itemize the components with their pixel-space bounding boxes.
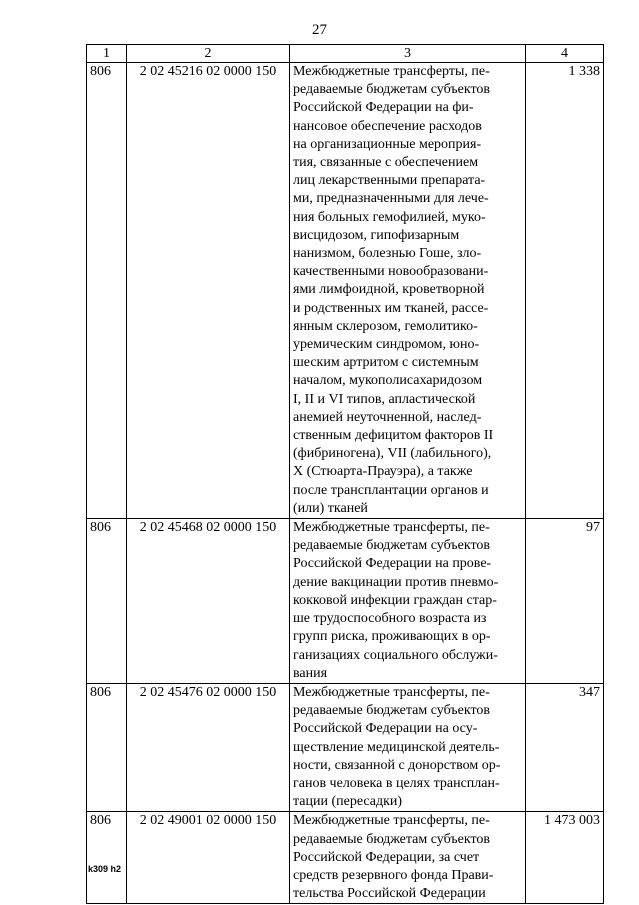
description-line: Российской Федерации на осу- [293,721,478,737]
description-line: лиц лекарственными препарата- [293,173,486,189]
amount-cell: 1 473 003 [526,812,604,904]
budget-code-cell: 2 02 45476 02 0000 150 [127,683,290,811]
description-line: ществление медицинской деятель- [293,739,500,755]
description-line: Межбюджетные трансферты, пе- [293,684,490,700]
description-line: Российской Федерации на фи- [293,100,474,116]
description-line: I, II и VI типов, апластической [293,391,476,407]
admin-code-cell: 806 [87,63,127,519]
description-line: на организационные мероприя- [293,136,482,152]
column-1-header: 1 [87,45,127,63]
amount-cell: 1 338 [526,63,604,519]
admin-code-cell: 806 [87,812,127,904]
description-line: Российской Федерации, за счет [293,849,480,865]
page-number: 27 [312,22,327,38]
budget-code-cell: 2 02 45468 02 0000 150 [127,519,290,684]
description-line: висцидозом, гипофизарным [293,227,460,243]
description-line: тации (пересадки) [293,794,403,810]
description-line: ми, предназначенными для лече- [293,191,489,207]
admin-code-cell: 806 [87,519,127,684]
footer-code: k309 h2 [88,864,122,874]
column-3-header: 3 [290,45,526,63]
budget-table [86,44,604,904]
description-line: ганов человека в целях трансплан- [293,775,500,791]
description-line: редаваемые бюджетам субъектов [293,82,490,98]
description-line: групп риска, проживающих в ор- [293,629,491,645]
description-line: вания [293,665,328,681]
description-line: (или) тканей [293,500,368,516]
table-row [87,812,604,904]
description-line: редаваемые бюджетам субъектов [293,703,490,719]
description-line: началом, мукополисахаридозом [293,373,483,389]
description-line: Российской Федерации на прове- [293,556,492,572]
description-line: тия, связанные с обеспечением [293,155,479,171]
column-number-row [87,45,604,63]
description-line: качественными новообразовани- [293,264,489,280]
description-line: и родственных им тканей, рассе- [293,300,489,316]
description-line: дение вакцинации против пневмо- [293,574,499,590]
budget-code-cell: 2 02 45216 02 0000 150 [127,63,290,519]
table-header [87,45,604,63]
description-line: ния больных гемофилией, муко- [293,209,486,225]
description-line: ности, связанной с донорством ор- [293,757,501,773]
description-line: (фибриногена), VII (лабильного), [293,446,492,462]
description-line: Межбюджетные трансферты, пе- [293,520,490,536]
description-line: кокковой инфекции граждан стар- [293,592,497,608]
description-cell [290,683,526,811]
budget-code-cell: 2 02 49001 02 0000 150 [127,812,290,904]
description-line: ями лимфоидной, кроветворной [293,282,485,298]
column-2-header: 2 [127,45,290,63]
table-row [87,63,604,519]
amount-cell: 347 [526,683,604,811]
column-4-header: 4 [526,45,604,63]
description-line: нанизмом, болезнью Гоше, зло- [293,246,482,262]
description-line: после трансплантации органов и [293,482,489,498]
description-line: Межбюджетные трансферты, пе- [293,813,490,829]
admin-code-cell: 806 [87,683,127,811]
description-cell [290,519,526,684]
description-line: ганизациях социального обслужи- [293,647,498,663]
description-line: уремическим синдромом, юно- [293,337,480,353]
description-line: нансовое обеспечение расходов [293,118,482,134]
description-line: анемией неуточненной, наслед- [293,409,482,425]
description-line: редаваемые бюджетам субъектов [293,831,490,847]
table-row [87,519,604,684]
description-line: янным склерозом, гемолитико- [293,318,478,334]
description-line: Межбюджетные трансферты, пе- [293,64,490,79]
description-line: редаваемые бюджетам субъектов [293,538,490,554]
table-row [87,683,604,811]
description-line: ше трудоспособного возраста из [293,611,487,627]
description-line: ственным дефицитом факторов II [293,428,494,444]
description-line: тельства Российской Федерации [293,886,486,902]
description-line: шеским артритом с системным [293,355,479,371]
description-cell [290,63,526,519]
description-cell [290,812,526,904]
description-line: средств резервного фонда Прави- [293,867,494,883]
amount-cell: 97 [526,519,604,684]
table-body [87,63,604,904]
description-line: X (Стюарта-Прауэра), а также [293,464,473,480]
